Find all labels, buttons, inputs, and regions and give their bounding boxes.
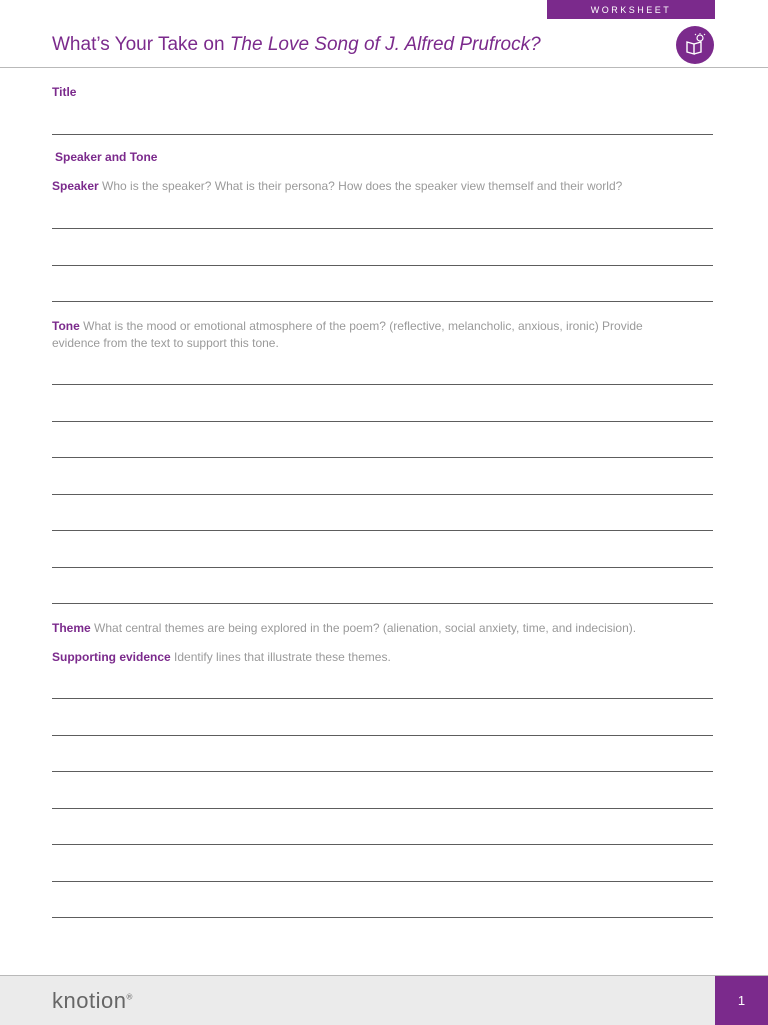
title-answer-line[interactable]: [52, 134, 713, 135]
tone-answer-line[interactable]: [52, 421, 713, 422]
page-title: [52, 34, 541, 56]
knotion-logo: [52, 988, 133, 1014]
title-italic: The Love Song of J. Alfred Prufrock?: [229, 34, 541, 55]
speaker-answer-line[interactable]: [52, 228, 713, 229]
theme-text: What central themes are being explored in the poem? (alienation, social anxiety, time, and indecision).: [90, 621, 637, 635]
evidence-text: Identify lines that illustrate these themes.: [170, 650, 391, 664]
speaker-label: Speaker: [52, 179, 99, 193]
theme-label: Theme: [52, 621, 91, 635]
speaker-prompt: [52, 178, 692, 195]
page-number: 1: [715, 976, 768, 1025]
speaker-answer-line[interactable]: [52, 265, 713, 266]
theme-answer-line[interactable]: [52, 698, 713, 699]
tone-answer-line[interactable]: [52, 603, 713, 604]
logo-mark: ®: [126, 992, 133, 1002]
theme-answer-line[interactable]: [52, 771, 713, 772]
tone-label: Tone: [52, 319, 80, 333]
theme-answer-line[interactable]: [52, 917, 713, 918]
speaker-text: Who is the speaker? What is their persona? How does the speaker view themself and their world?: [98, 179, 623, 193]
evidence-prompt: [52, 649, 692, 666]
speaker-answer-line[interactable]: [52, 301, 713, 302]
theme-answer-line[interactable]: [52, 735, 713, 736]
page-footer: [0, 975, 768, 1025]
theme-answer-line[interactable]: [52, 881, 713, 882]
tone-answer-line[interactable]: [52, 530, 713, 531]
title-prefix: What’s Your Take on: [52, 34, 230, 55]
tone-answer-line[interactable]: [52, 494, 713, 495]
book-lightbulb-icon: [676, 26, 714, 64]
section-heading: Speaker and Tone: [55, 150, 158, 164]
theme-answer-line[interactable]: [52, 844, 713, 845]
theme-prompt: [52, 620, 692, 637]
tone-answer-line[interactable]: [52, 567, 713, 568]
theme-answer-line[interactable]: [52, 808, 713, 809]
worksheet-tag: WORKSHEET: [547, 0, 715, 19]
tone-text: What is the mood or emotional atmosphere of the poem? (reflective, melancholic, anxious, ironic) Provide evidence from the text to support this tone.: [52, 319, 643, 350]
title-label: Title: [52, 85, 77, 99]
header-divider: [0, 67, 768, 68]
tone-answer-line[interactable]: [52, 457, 713, 458]
tone-prompt: [52, 318, 692, 352]
logo-text: knotion: [52, 988, 127, 1013]
tone-answer-line[interactable]: [52, 384, 713, 385]
evidence-label: Supporting evidence: [52, 650, 171, 664]
